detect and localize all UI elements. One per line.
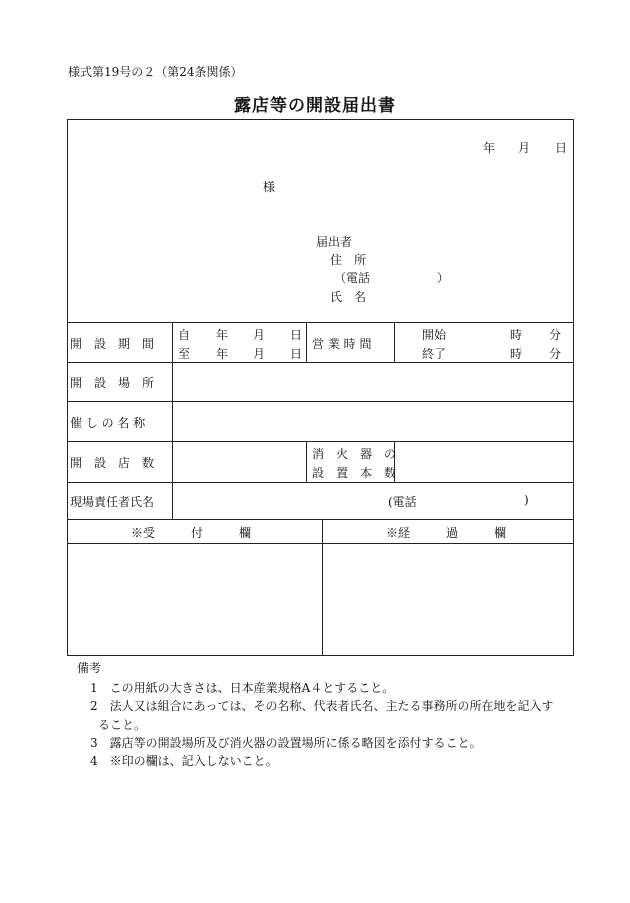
date-month-label: 月: [518, 141, 531, 155]
reception-column-label: ※受 付 欄: [131, 526, 252, 540]
note-item-3: 3 露店等の開設場所及び消火器の設置場所に係る略図を添付すること。: [90, 736, 482, 750]
period-from-label: 自: [178, 328, 191, 342]
date-year-label: 年: [483, 141, 496, 155]
divider-manager-bottom: [67, 519, 573, 520]
manager-name-label: 現場責任者氏名: [70, 495, 155, 509]
note-item-2-continued: ること。: [98, 718, 147, 732]
divider-stores-extinguisher: [306, 441, 307, 482]
period-to-day: 日: [290, 347, 303, 361]
divider-label-column: [172, 322, 173, 519]
manager-phone-open: (電話: [388, 495, 417, 509]
form-number: 様式第19号の２（第24条関係）: [68, 65, 243, 79]
phone-open-label: （電話: [334, 271, 371, 285]
applicant-label: 届出者: [316, 235, 353, 249]
note-item-4: 4 ※印の欄は、記入しないこと。: [90, 754, 278, 768]
addressee-suffix: 様: [263, 180, 276, 194]
hours-start-label: 開始: [422, 328, 447, 342]
phone-close-label: ）: [437, 271, 450, 285]
hours-start-hour: 時: [510, 328, 523, 342]
manager-phone-close: ): [524, 493, 529, 507]
period-from-year: 年: [216, 328, 229, 342]
hours-end-label: 終了: [422, 347, 447, 361]
name-label: 氏 名: [330, 290, 367, 304]
place-label: 開 設 場 所: [70, 376, 155, 390]
period-from-month: 月: [253, 328, 266, 342]
divider-period-hours: [306, 322, 307, 362]
period-to-month: 月: [253, 347, 266, 361]
divider-office-columns: [322, 519, 323, 655]
period-from-day: 日: [290, 328, 303, 342]
divider-place-bottom: [67, 401, 573, 402]
progress-column-label: ※経 過 欄: [386, 526, 507, 540]
document-title: 露店等の開設届出書: [234, 96, 396, 116]
store-count-label: 開 設 店 数: [70, 456, 155, 470]
divider-header-bottom: [67, 322, 573, 323]
extinguisher-label-line2: 設 置 本 数: [312, 466, 397, 480]
divider-stores-bottom: [67, 482, 573, 483]
period-to-year: 年: [216, 347, 229, 361]
note-item-2: 2 法人又は組合にあっては、その名称、代表者氏名、主たる事務所の所在地を記入す: [90, 699, 554, 713]
divider-hours-values: [394, 322, 395, 362]
extinguisher-label-line1: 消 火 器 の: [312, 447, 397, 461]
date-day-label: 日: [555, 141, 568, 155]
hours-start-minute: 分: [549, 328, 562, 342]
address-label: 住 所: [330, 253, 367, 267]
period-to-label: 至: [178, 347, 191, 361]
divider-event-bottom: [67, 441, 573, 442]
note-item-1: 1 この用紙の大きさは、日本産業規格A４とすること。: [90, 681, 395, 695]
hours-end-minute: 分: [549, 347, 562, 361]
event-name-label: 催 し の 名 称: [70, 416, 146, 430]
business-hours-label: 営 業 時 間: [312, 337, 372, 351]
divider-office-header-bottom: [67, 543, 573, 544]
divider-period-bottom: [67, 362, 573, 363]
period-label: 開 設 期 間: [70, 337, 155, 351]
notes-heading: 備考: [77, 661, 102, 675]
hours-end-hour: 時: [510, 347, 523, 361]
